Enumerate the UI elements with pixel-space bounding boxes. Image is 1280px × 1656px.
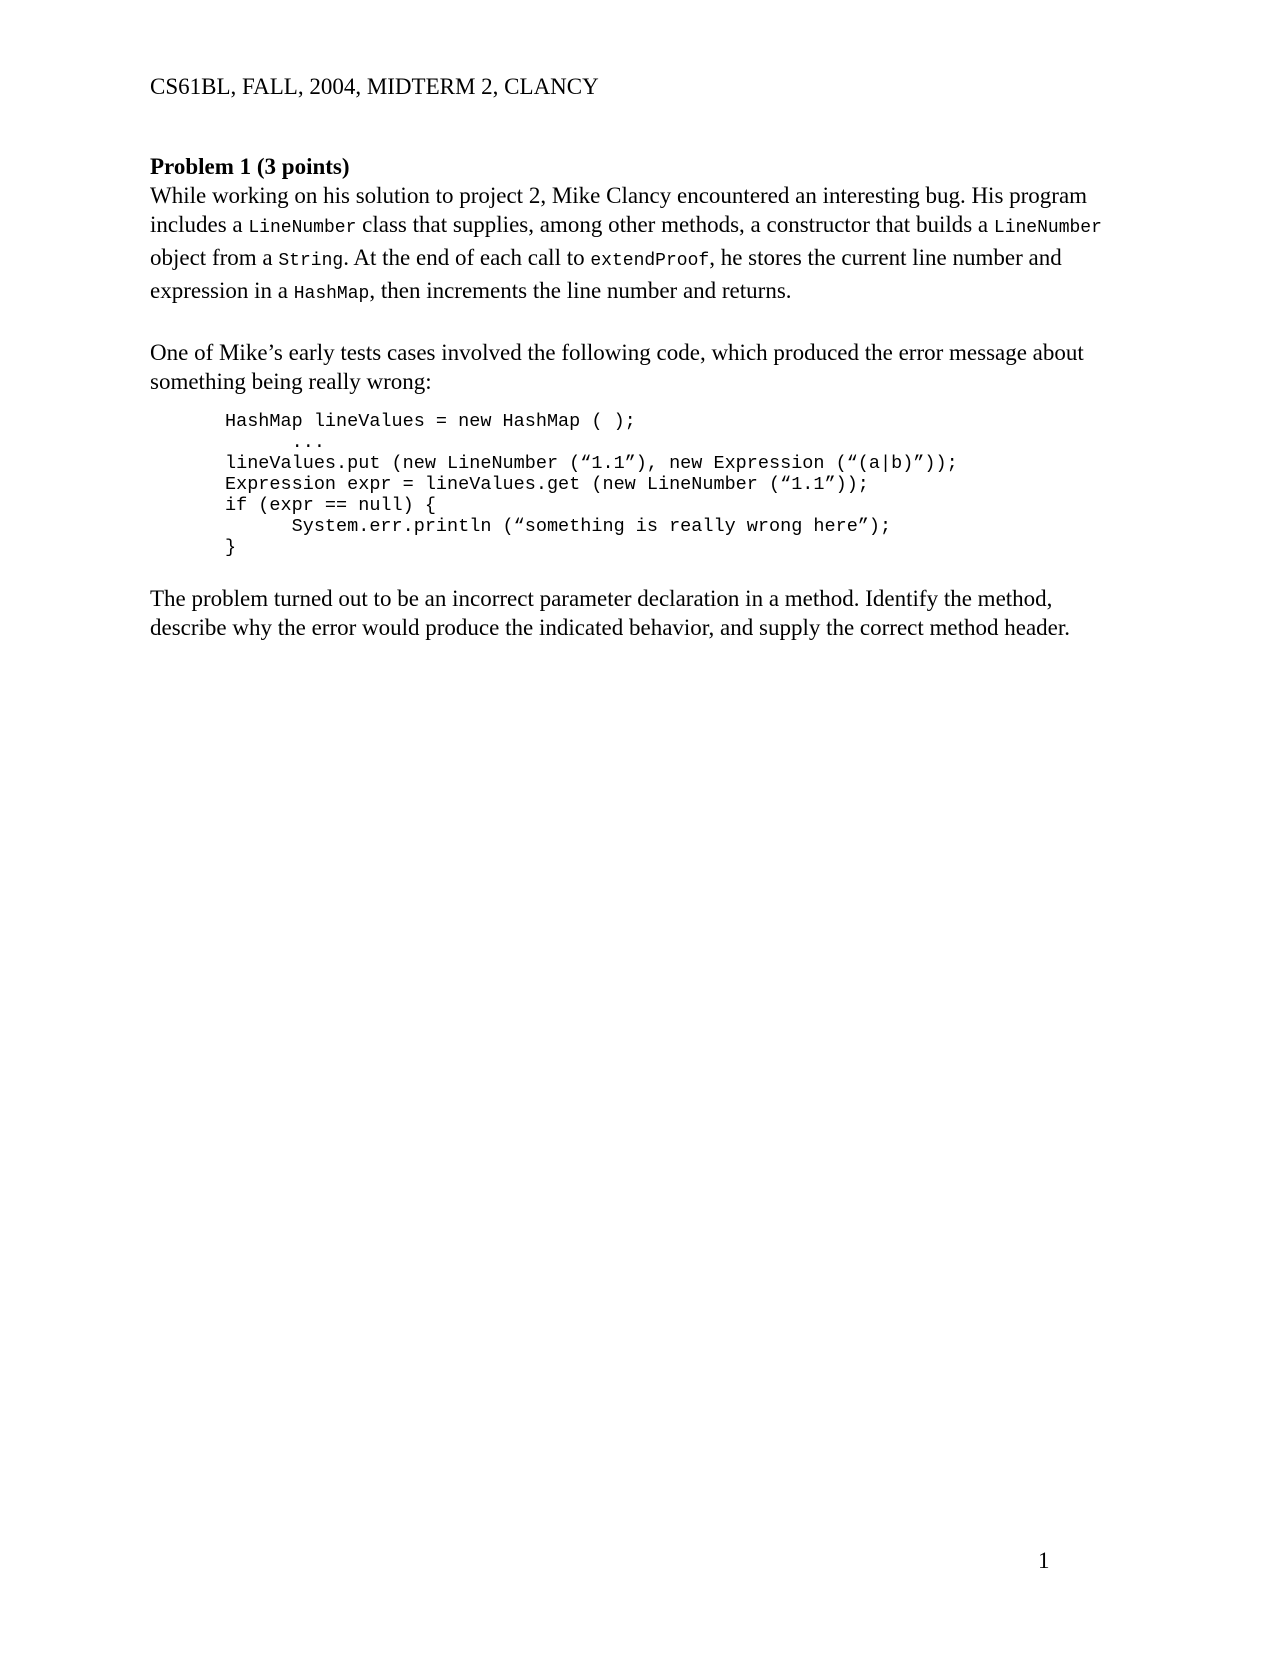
code-line: Expression expr = lineValues.get (new LineNumber (“1.1”)); <box>225 474 869 495</box>
problem-question: The problem turned out to be an incorrect parameter declaration in a method. Identify the method, describe why the error would produce the indicated behavior, and supply the correct method header. <box>150 586 1071 640</box>
description-text: While working on his solution to project 2, Mike Clancy encountered an interesting bug. His program includes a <box>150 183 1088 237</box>
code-term-linenumber: LineNumber <box>993 218 1102 238</box>
paragraph-gap <box>150 309 1130 338</box>
description-text: object from a <box>150 245 279 270</box>
problem-description <box>150 181 1130 309</box>
exam-header: CS61BL, FALL, 2004, MIDTERM 2, CLANCY <box>150 74 599 99</box>
code-block <box>225 411 1130 558</box>
problem-title: Problem 1 (3 points) <box>150 154 350 179</box>
code-line: lineValues.put (new LineNumber (“1.1”), new Expression (“(a|b)”)); <box>225 453 958 474</box>
description-text: , he stores the current line number and expression in a <box>150 245 1062 303</box>
code-term-hashmap: HashMap <box>293 284 370 304</box>
code-line: if (expr == null) { <box>225 495 436 516</box>
code-term-linenumber: LineNumber <box>248 218 357 238</box>
description-text: , then increments the line number and returns. <box>369 278 792 303</box>
test-case-intro: One of Mike’s early tests cases involved the following code, which produced the error message about something being really wrong: <box>150 340 1084 394</box>
code-line: ... <box>225 432 325 453</box>
code-line: System.err.println (“something is really wrong here”); <box>225 516 892 537</box>
code-line: } <box>225 537 237 558</box>
description-text: . At the end of each call to <box>343 245 591 270</box>
code-term-extendproof: extendProof <box>590 251 710 271</box>
description-text: class that supplies, among other methods, a constructor that builds a <box>356 212 994 237</box>
code-line: HashMap lineValues = new HashMap ( ); <box>225 411 636 432</box>
code-term-string: String <box>278 251 344 271</box>
page-number: 1 <box>1038 1548 1050 1573</box>
problem-1 <box>150 152 1130 642</box>
